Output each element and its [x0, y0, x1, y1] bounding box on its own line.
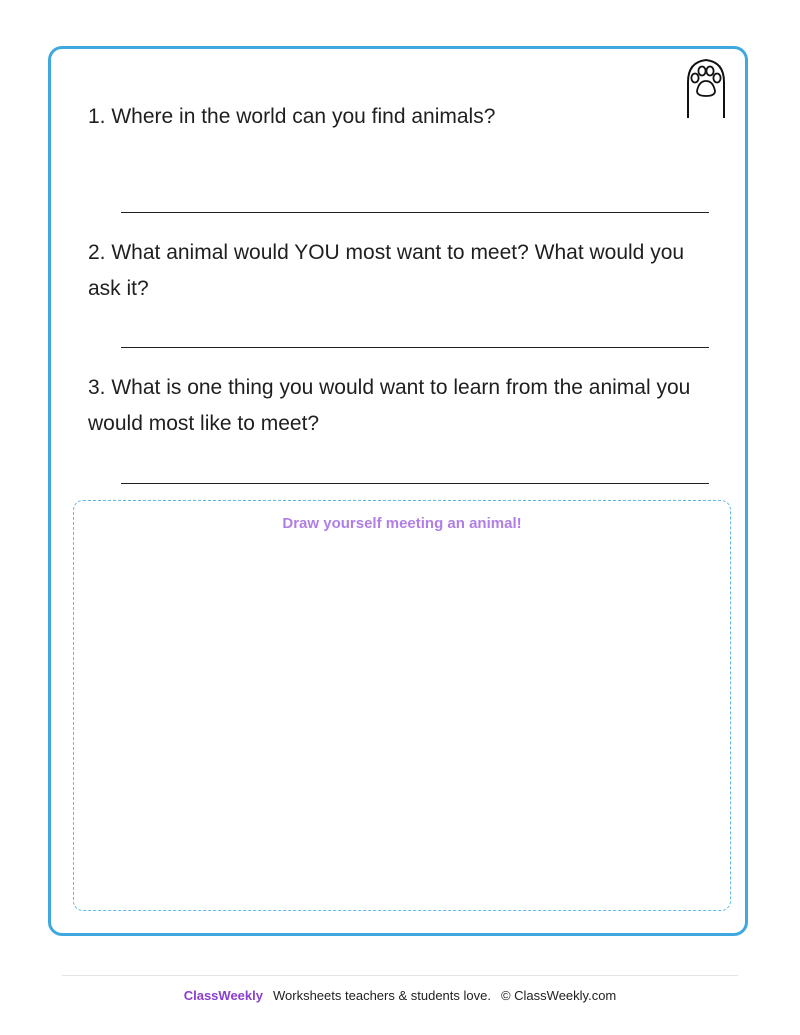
question-2: 2. What animal would YOU most want to meet? What would you ask it?: [88, 241, 685, 300]
footer: [0, 988, 800, 1003]
footer-brand: ClassWeekly: [183, 988, 263, 1003]
footer-divider: [62, 975, 738, 976]
footer-tagline: Worksheets teachers & students love.: [272, 988, 491, 1003]
answer-line-2[interactable]: [121, 347, 709, 348]
drawing-prompt: Draw yourself meeting an animal!: [282, 515, 522, 532]
question-3: 3. What is one thing you would want to learn from the animal you would most like to meet?: [88, 376, 691, 435]
answer-line-1[interactable]: [121, 212, 709, 213]
drawing-area[interactable]: [73, 500, 731, 911]
question-1: 1. Where in the world can you find animals?: [88, 105, 496, 128]
footer-copyright: © ClassWeekly.com: [500, 988, 617, 1003]
answer-line-3[interactable]: [121, 483, 709, 484]
